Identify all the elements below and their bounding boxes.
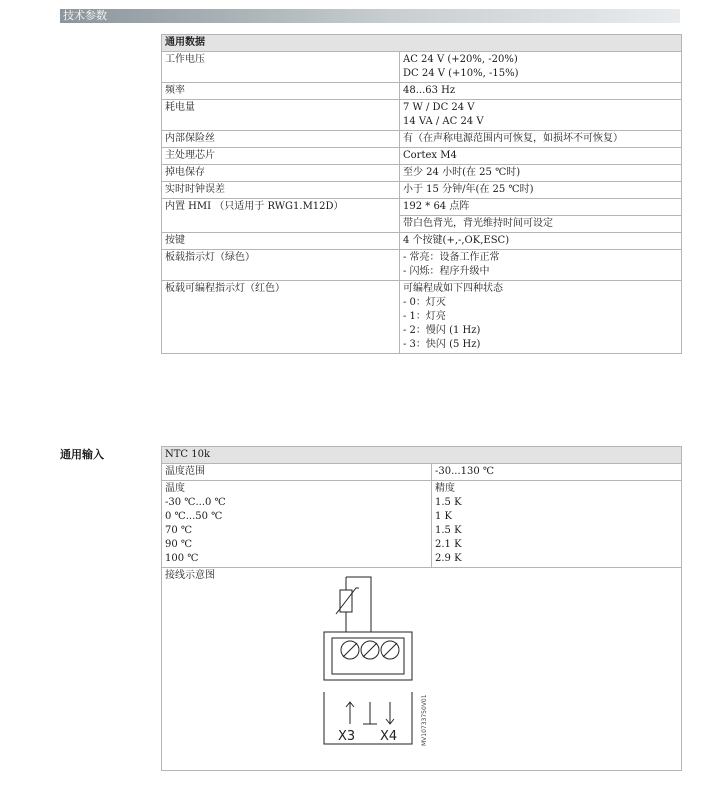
table-row bbox=[162, 233, 682, 250]
spec-value-line: 48...63 Hz bbox=[403, 85, 456, 96]
table-row bbox=[162, 131, 682, 148]
table-row bbox=[162, 165, 682, 182]
spec-value bbox=[400, 131, 682, 148]
spec-value bbox=[400, 52, 682, 83]
spec-value-line: 带白色背光，背光维持时间可设定 bbox=[403, 218, 553, 229]
spec-value-line: 小于 15 分钟/年(在 25 ℃时) bbox=[403, 184, 534, 195]
range-value: -30...130 ℃ bbox=[432, 464, 682, 481]
spec-value-line: 至少 24 小时(在 25 ℃时) bbox=[403, 167, 521, 178]
spec-value bbox=[400, 100, 682, 131]
accuracy-list bbox=[432, 481, 682, 568]
temperature-item: 0 ℃...50 ℃ bbox=[165, 511, 223, 522]
table-row bbox=[162, 464, 682, 481]
table-row bbox=[162, 481, 682, 568]
terminal-block-outer bbox=[324, 632, 412, 680]
spec-label: 板载可编程指示灯（红色） bbox=[162, 281, 400, 354]
spec-value-line: AC 24 V (+20%, -20%) bbox=[403, 54, 518, 65]
spec-value-line: 192 * 64 点阵 bbox=[403, 201, 470, 212]
accuracy-item: 2.1 K bbox=[435, 539, 462, 550]
accuracy-item: 1.5 K bbox=[435, 497, 462, 508]
spec-value bbox=[400, 199, 682, 216]
spec-value-line: DC 24 V (+10%, -15%) bbox=[403, 68, 519, 79]
terminal-label-x3: X3 bbox=[338, 729, 356, 744]
accuracy-header: 精度 bbox=[435, 483, 455, 494]
spec-value bbox=[400, 148, 682, 165]
table-row bbox=[162, 182, 682, 199]
spec-value bbox=[400, 281, 682, 354]
table-row bbox=[162, 52, 682, 83]
spec-label: 板载指示灯（绿色） bbox=[162, 250, 400, 281]
table-row bbox=[162, 83, 682, 100]
spec-label: 耗电量 bbox=[162, 100, 400, 131]
spec-value bbox=[400, 250, 682, 281]
temperature-item: 90 ℃ bbox=[165, 539, 193, 550]
section-banner bbox=[60, 9, 680, 23]
temperature-item: 100 ℃ bbox=[165, 553, 199, 564]
table-row bbox=[162, 250, 682, 281]
spec-value-line: - 2：慢闪 (1 Hz) bbox=[403, 325, 481, 336]
table-header-row bbox=[162, 447, 682, 464]
table-row bbox=[162, 568, 682, 771]
banner-title: 技术参数 bbox=[63, 9, 107, 22]
spec-value-line: 14 VA / AC 24 V bbox=[403, 116, 484, 127]
arrow-up-icon bbox=[346, 702, 354, 724]
spec-value-line: 可编程成如下四种状态 bbox=[403, 283, 503, 294]
section-label-general-input: 通用输入 bbox=[60, 448, 104, 461]
terminal-label-x4: X4 bbox=[380, 729, 398, 744]
ntc-header: NTC 10k bbox=[162, 447, 682, 464]
spec-label: 内置 HMI （只适用于 RWG1.M12D） bbox=[162, 199, 400, 233]
spec-value bbox=[400, 165, 682, 182]
accuracy-item: 2.9 K bbox=[435, 553, 462, 564]
spec-value-line: Cortex M4 bbox=[403, 150, 457, 161]
spec-value-line: 4 个按键(+,-,OK,ESC) bbox=[403, 235, 510, 246]
spec-label: 按键 bbox=[162, 233, 400, 250]
spec-label: 实时时钟误差 bbox=[162, 182, 400, 199]
spec-label: 频率 bbox=[162, 83, 400, 100]
temperature-header: 温度 bbox=[165, 483, 185, 494]
table-row bbox=[162, 199, 682, 216]
spec-label: 工作电压 bbox=[162, 52, 400, 83]
accuracy-item: 1 K bbox=[435, 511, 453, 522]
spec-value-line: 7 W / DC 24 V bbox=[403, 102, 475, 113]
spec-value bbox=[400, 83, 682, 100]
diagram-code: MV10733750V01 bbox=[421, 694, 428, 746]
range-label: 温度范围 bbox=[162, 464, 432, 481]
spec-value-line: - 闪烁：程序升级中 bbox=[403, 266, 490, 277]
spec-value-line: - 3：快闪 (5 Hz) bbox=[403, 339, 481, 350]
spec-label: 掉电保存 bbox=[162, 165, 400, 182]
table-header-row bbox=[162, 35, 682, 52]
diagram-title: 接线示意图 bbox=[165, 570, 215, 581]
spec-value-line: - 常亮：设备工作正常 bbox=[403, 252, 500, 263]
general-data-table bbox=[161, 34, 682, 354]
spec-value bbox=[400, 233, 682, 250]
spec-value-line: - 0：灯灭 bbox=[403, 297, 446, 308]
spec-label: 主处理芯片 bbox=[162, 148, 400, 165]
temperature-list bbox=[162, 481, 432, 568]
table-row bbox=[162, 281, 682, 354]
arrow-down-icon bbox=[386, 702, 394, 724]
temperature-item: 70 ℃ bbox=[165, 525, 193, 536]
spec-value bbox=[400, 182, 682, 199]
ntc-input-table bbox=[161, 446, 682, 771]
wiring-diagram bbox=[312, 574, 512, 759]
temperature-item: -30 ℃...0 ℃ bbox=[165, 497, 226, 508]
accuracy-item: 1.5 K bbox=[435, 525, 462, 536]
table-row bbox=[162, 100, 682, 131]
spec-value-line: - 1：灯亮 bbox=[403, 311, 446, 322]
ground-icon bbox=[363, 702, 377, 724]
spec-value bbox=[400, 216, 682, 233]
spec-value-line: 有（在声称电源范围内可恢复，如损坏不可恢复） bbox=[403, 133, 623, 144]
spec-label: 内部保险丝 bbox=[162, 131, 400, 148]
wiring-diagram-cell bbox=[162, 568, 682, 771]
table-row bbox=[162, 148, 682, 165]
general-data-header: 通用数据 bbox=[162, 35, 682, 52]
